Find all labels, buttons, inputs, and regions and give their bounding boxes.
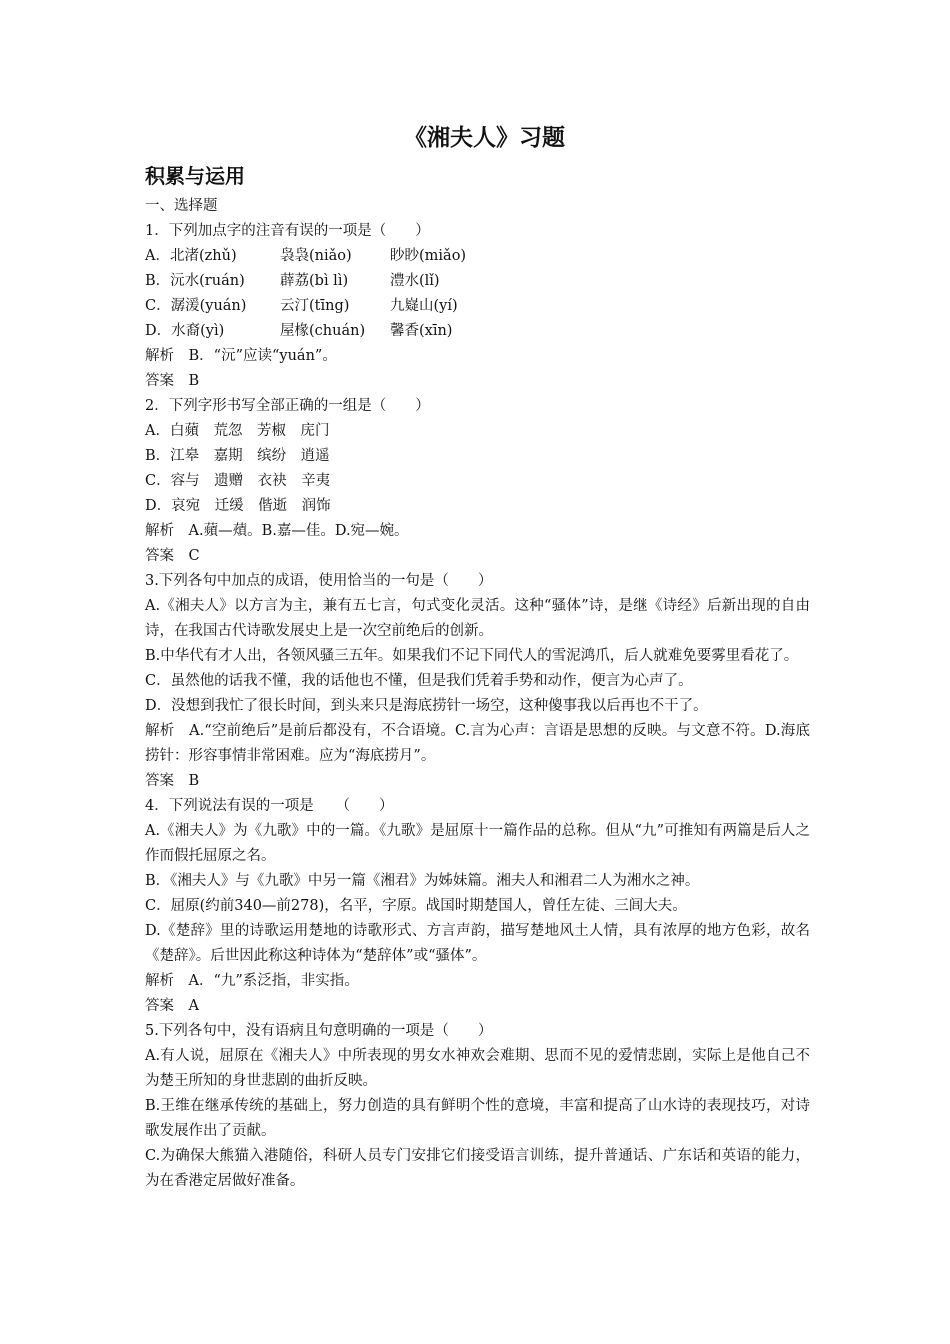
question-4-analysis: 解析 A．“九”系泛指，非实指。 [145, 973, 359, 989]
question-2-option-d: D．哀宛 迁缓 偕逝 润饰 [145, 498, 331, 514]
question-1-analysis: 解析 B．“沅”应读“yuán”。 [145, 348, 337, 364]
question-4-stem: 4．下列说法有误的一项是 （ ） [145, 798, 394, 814]
section-heading: 积累与运用 [145, 164, 245, 188]
option-item: 薜荔(bì lì) [280, 273, 349, 289]
question-2-stem: 2．下列字形书写全部正确的一组是（ ） [145, 398, 430, 414]
question-2-option-c: C．容与 遗赠 衣袂 辛夷 [145, 473, 331, 489]
question-3-option-a: A.《湘夫人》以方言为主，兼有五七言，句式变化灵活。这种“骚体”诗，是继《诗经》后新出现的自由诗，在我国古代诗歌发展史上是一次空前绝后的创新。 [145, 598, 810, 639]
option-item: 云汀(tīng) [280, 298, 350, 314]
question-2-answer: 答案 C [145, 548, 200, 564]
option-item: 澧水(lǐ) [390, 273, 440, 289]
question-1-stem: 1．下列加点字的注音有误的一项是（ ） [145, 223, 430, 239]
option-item: 袅袅(niǎo) [280, 248, 352, 264]
option-item: 九嶷山(yí) [390, 298, 458, 314]
question-2-analysis: 解析 A.蘋—薠。B.嘉—佳。D.宛—婉。 [145, 523, 409, 539]
option-item: D．水裔(yì) [145, 323, 225, 339]
question-1-option-a [145, 244, 810, 269]
question-3-analysis: 解析 A.“空前绝后”是前后都没有，不合语境。C.言为心声：言语是思想的反映。与文意不符。D.海底捞针：形容事情非常困难。应为“海底捞月”。 [145, 723, 810, 764]
document-page [145, 118, 810, 1194]
part-heading: 一、选择题 [145, 198, 218, 214]
question-3-answer: 答案 B [145, 773, 200, 789]
question-4-option-b: B．《湘夫人》与《九歌》中另一篇《湘君》为姊妹篇。湘夫人和湘君二人为湘水之神。 [145, 873, 700, 889]
question-5-stem: 5.下列各句中，没有语病且句意明确的一项是（ ） [145, 1023, 493, 1039]
option-item: 馨香(xīn) [390, 323, 453, 339]
question-3-option-c: C．虽然他的话我不懂，我的话他也不懂，但是我们凭着手势和动作，便言为心声了。 [145, 673, 693, 689]
question-4-answer: 答案 A [145, 998, 199, 1014]
document-title: 《湘夫人》习题 [404, 124, 565, 151]
question-1-option-b [145, 269, 810, 294]
question-4-option-d: D.《楚辞》里的诗歌运用楚地的诗歌形式、方言声韵，描写楚地风土人情，具有浓厚的地方色彩，故名《楚辞》。后世因此称这种诗体为“楚辞体”或“骚体”。 [145, 923, 810, 964]
question-5-option-c: C.为确保大熊猫入港随俗，科研人员专门安排它们接受语言训练，提升普通话、广东话和英语的能力，为在香港定居做好准备。 [145, 1148, 810, 1189]
question-5-option-a: A.有人说，屈原在《湘夫人》中所表现的男女水神欢会难期、思而不见的爱情悲剧，实际上是他自己不为楚王所知的身世悲剧的曲折反映。 [145, 1048, 810, 1089]
question-5-option-b: B.王维在继承传统的基础上，努力创造的具有鲜明个性的意境，丰富和提高了山水诗的表现技巧，对诗歌发展作出了贡献。 [145, 1098, 810, 1139]
question-4-option-a: A.《湘夫人》为《九歌》中的一篇。《九歌》是屈原十一篇作品的总称。但从“九”可推知有两篇是后人之作而假托屈原之名。 [145, 823, 810, 864]
question-4-option-c: C．屈原(约前340—前278)，名平，字原。战国时期楚国人，曾任左徒、三闾大夫。 [145, 898, 687, 914]
option-item: 屋椽(chuán) [280, 323, 366, 339]
question-2-option-b: B．江皋 嘉期 缤纷 逍遥 [145, 448, 330, 464]
question-3-option-d: D．没想到我忙了很长时间，到头来只是海底捞针一场空，这种傻事我以后再也不干了。 [145, 698, 708, 714]
question-1-option-d [145, 319, 810, 344]
question-1-answer: 答案 B [145, 373, 200, 389]
option-item: B．沅水(ruán) [145, 273, 245, 289]
question-1-option-c [145, 294, 810, 319]
option-item: C．潺湲(yuán) [145, 298, 247, 314]
question-2-option-a: A．白蘋 荒忽 芳椒 庑门 [145, 423, 330, 439]
question-3-stem: 3.下列各句中加点的成语，使用恰当的一句是（ ） [145, 573, 493, 589]
question-3-option-b: B.中华代有才人出，各领风骚三五年。如果我们不记下同代人的雪泥鸿爪，后人就难免要雾里看花了。 [145, 648, 799, 664]
option-item: 眇眇(miǎo) [390, 248, 467, 264]
option-item: A．北渚(zhǔ) [145, 248, 237, 264]
